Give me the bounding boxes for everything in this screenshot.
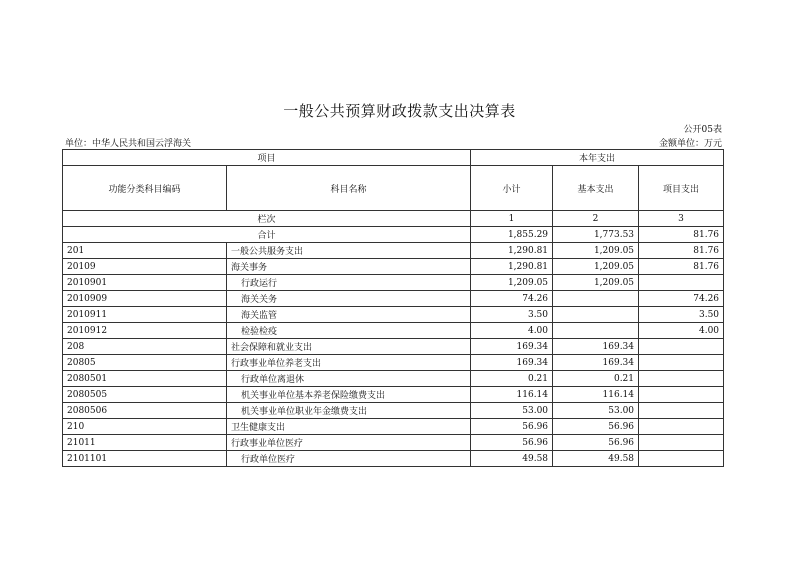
row-basic: 169.34 — [553, 339, 639, 355]
row-subtotal: 169.34 — [471, 339, 553, 355]
header-project: 项目 — [63, 150, 471, 166]
total-label: 合计 — [63, 227, 471, 243]
table-row — [63, 339, 724, 355]
column-index-label: 栏次 — [63, 211, 471, 227]
row-code: 2010909 — [63, 291, 227, 307]
table-row — [63, 403, 724, 419]
row-code: 20805 — [63, 355, 227, 371]
row-subject-name: 行政运行 — [227, 275, 471, 291]
table-row — [63, 259, 724, 275]
table-row — [63, 355, 724, 371]
row-subject-name: 行政事业单位养老支出 — [227, 355, 471, 371]
unit-label: 单位：中华人民共和国云浮海关 — [65, 139, 192, 149]
row-project — [639, 387, 724, 403]
row-project: 74.26 — [639, 291, 724, 307]
table-row — [63, 291, 724, 307]
row-project — [639, 371, 724, 387]
row-code: 208 — [63, 339, 227, 355]
row-basic: 56.96 — [553, 419, 639, 435]
row-basic: 56.96 — [553, 435, 639, 451]
row-subject-name: 行政单位医疗 — [227, 451, 471, 467]
row-project: 3.50 — [639, 307, 724, 323]
row-basic: 0.21 — [553, 371, 639, 387]
row-subtotal: 4.00 — [471, 323, 553, 339]
row-project — [639, 451, 724, 467]
row-subtotal: 3.50 — [471, 307, 553, 323]
column-index-2: 2 — [553, 211, 639, 227]
row-project — [639, 403, 724, 419]
row-basic — [553, 307, 639, 323]
expense-table — [62, 149, 724, 467]
row-subject-name: 海关关务 — [227, 291, 471, 307]
row-project — [639, 339, 724, 355]
row-code: 2010901 — [63, 275, 227, 291]
row-project — [639, 435, 724, 451]
table-row — [63, 387, 724, 403]
row-basic: 116.14 — [553, 387, 639, 403]
row-subtotal: 169.34 — [471, 355, 553, 371]
row-code: 2101101 — [63, 451, 227, 467]
row-subject-name: 卫生健康支出 — [227, 419, 471, 435]
row-project — [639, 419, 724, 435]
header-func-code: 功能分类科目编码 — [63, 166, 227, 211]
row-code: 2080506 — [63, 403, 227, 419]
row-code: 210 — [63, 419, 227, 435]
header-row-2 — [63, 166, 724, 211]
header-current-year-expense: 本年支出 — [471, 150, 724, 166]
row-subtotal: 49.58 — [471, 451, 553, 467]
row-code: 2010911 — [63, 307, 227, 323]
row-subject-name: 机关事业单位基本养老保险缴费支出 — [227, 387, 471, 403]
table-row — [63, 243, 724, 259]
row-basic — [553, 323, 639, 339]
row-subject-name: 行政事业单位医疗 — [227, 435, 471, 451]
header-subtotal: 小计 — [471, 166, 553, 211]
row-code: 2080501 — [63, 371, 227, 387]
row-subject-name: 社会保障和就业支出 — [227, 339, 471, 355]
header-basic: 基本支出 — [553, 166, 639, 211]
row-subtotal: 1,209.05 — [471, 275, 553, 291]
row-subtotal: 1,290.81 — [471, 259, 553, 275]
row-subject-name: 检验检疫 — [227, 323, 471, 339]
row-subject-name: 行政单位离退休 — [227, 371, 471, 387]
row-project: 81.76 — [639, 243, 724, 259]
row-subtotal: 1,290.81 — [471, 243, 553, 259]
row-basic: 1,209.05 — [553, 259, 639, 275]
table-row — [63, 371, 724, 387]
header-project-exp: 项目支出 — [639, 166, 724, 211]
total-subtotal: 1,855.29 — [471, 227, 553, 243]
row-basic — [553, 291, 639, 307]
report-title: 一般公共预算财政拨款支出决算表 — [283, 102, 516, 120]
row-basic: 1,209.05 — [553, 275, 639, 291]
row-basic: 169.34 — [553, 355, 639, 371]
row-project — [639, 355, 724, 371]
row-subject-name: 海关监管 — [227, 307, 471, 323]
row-subject-name: 海关事务 — [227, 259, 471, 275]
row-code: 2010912 — [63, 323, 227, 339]
table-row — [63, 435, 724, 451]
row-subtotal: 56.96 — [471, 419, 553, 435]
header-subject-name: 科目名称 — [227, 166, 471, 211]
row-project: 4.00 — [639, 323, 724, 339]
row-subtotal: 74.26 — [471, 291, 553, 307]
row-subtotal: 53.00 — [471, 403, 553, 419]
row-basic: 49.58 — [553, 451, 639, 467]
row-subtotal: 0.21 — [471, 371, 553, 387]
row-code: 21011 — [63, 435, 227, 451]
table-row — [63, 451, 724, 467]
row-project: 81.76 — [639, 259, 724, 275]
table-row — [63, 307, 724, 323]
table-row — [63, 323, 724, 339]
row-code: 2080505 — [63, 387, 227, 403]
column-index-row — [63, 211, 724, 227]
row-code: 20109 — [63, 259, 227, 275]
money-unit-label: 金额单位：万元 — [658, 139, 722, 149]
row-code: 201 — [63, 243, 227, 259]
row-project — [639, 275, 724, 291]
total-row — [63, 227, 724, 243]
form-number: 公开05表 — [683, 125, 722, 135]
total-basic: 1,773.53 — [553, 227, 639, 243]
row-basic: 53.00 — [553, 403, 639, 419]
row-subject-name: 机关事业单位职业年金缴费支出 — [227, 403, 471, 419]
row-subtotal: 56.96 — [471, 435, 553, 451]
row-basic: 1,209.05 — [553, 243, 639, 259]
row-subject-name: 一般公共服务支出 — [227, 243, 471, 259]
row-subtotal: 116.14 — [471, 387, 553, 403]
header-row-1 — [63, 150, 724, 166]
total-project: 81.76 — [639, 227, 724, 243]
column-index-1: 1 — [471, 211, 553, 227]
table-row — [63, 275, 724, 291]
table-row — [63, 419, 724, 435]
column-index-3: 3 — [639, 211, 724, 227]
